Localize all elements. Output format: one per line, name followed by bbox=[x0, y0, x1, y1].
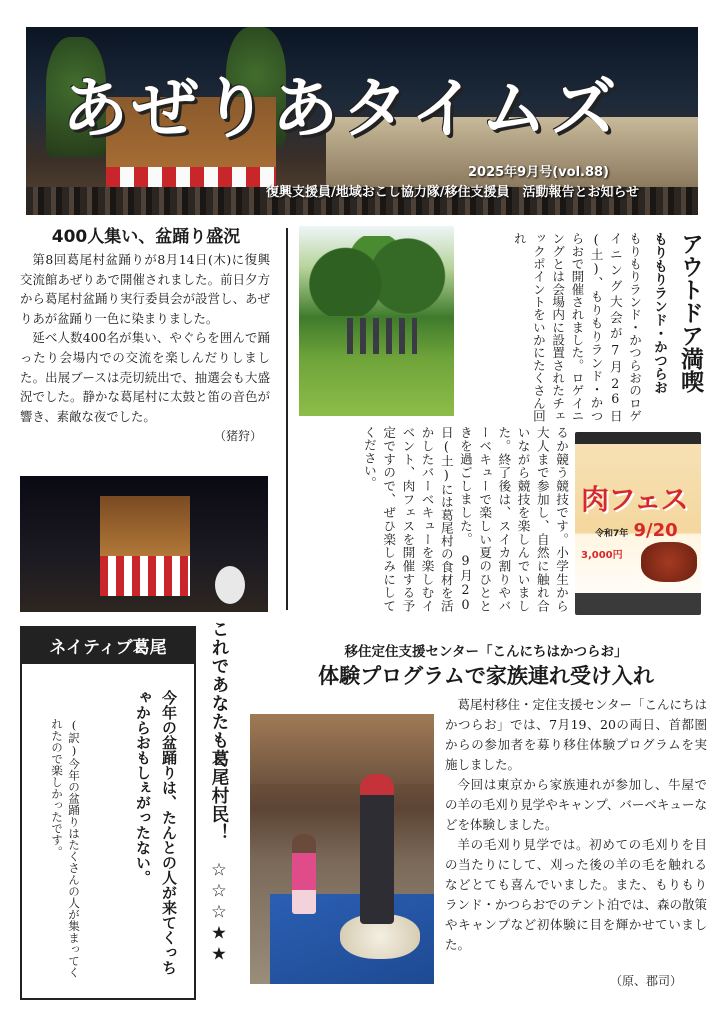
article2-headline: アウトドア満喫 bbox=[677, 232, 703, 393]
article3-paragraph: 羊の毛刈り見学では。初めての毛刈りを目の当たりにして、刈った後の羊の毛を触れるなどとても喜んでいました。また、もりもりランド・かつらおでのテント泊では、森の散策やキャンプなど初体験に目を輝かせていました。 bbox=[445, 837, 707, 952]
article1-body bbox=[20, 250, 270, 426]
newsletter-title: あぜりあタイムズ bbox=[62, 70, 621, 147]
flyer-year: 令和7年 bbox=[595, 529, 629, 539]
dialect-phrase: 今年の盆踊りは、たんとの人が来てくっちゃからおもしぇがったない。 bbox=[134, 690, 178, 975]
article1-signature: （猪狩） bbox=[214, 429, 263, 443]
rogaining-photo bbox=[299, 226, 454, 416]
flyer-title: 肉フェス bbox=[581, 483, 688, 516]
article1-paragraph: 第8回葛尾村盆踊りが8月14日(木)に復興交流館あぜりあで開催されました。前日夕方から葛尾村盆踊り実行委員会が設営し、あぜりあが盆踊り一色に染まりました。 bbox=[20, 252, 270, 326]
article3-paragraph: 今回は東京から家族連れが参加し、牛屋での羊の毛刈り見学やキャンプ、バーベキューなどを体験しました。 bbox=[445, 777, 707, 832]
newsletter-subtitle: 復興支援員/地域おこし協力隊/移住支援員 活動報告とお知らせ bbox=[266, 185, 640, 200]
article3-paragraph: 葛尾村移住・定住支援センター「こんにちはかつらお」では、7月19、20の両日、首都圏からの参加者を募り移住体験プログラムを実施しました。 bbox=[445, 697, 708, 772]
native-katsurao-tab: ネイティブ葛尾 bbox=[20, 626, 196, 664]
dialect-translation: (訳)今年の盆踊りはたくさんの人が集まってくれたので楽しかったです。 bbox=[50, 718, 81, 978]
article2-body-top: もりもりランド・かつらおのロゲイニング大会が7月26日(土)、もりもりランド・かつらおで開催されました。ロゲイニングとは会場内に設置されたチェックポイントをいかにたくさん回れ bbox=[511, 232, 642, 422]
article2-body-bottom: るか競う競技です。小学生から大人まで参加し、自然に触れ合いながら競技を楽しんでいました。終了後は、スイカ割りやバーベキューで楽しい夏のひとときを過ごしました。 9月20日(土)には葛尾村の食材を活かしたバーベキューを楽しむイベント、肉フェスを開催する予定ですので、ぜひ楽しみにしてください。 bbox=[361, 426, 569, 612]
article3-subheading: 移住定住支援センター「こんにちはかつらお」 bbox=[344, 644, 628, 660]
article1-headline: 400人集い、盆踊り盛況 bbox=[51, 227, 241, 247]
article3-signature: （原、郡司） bbox=[610, 974, 683, 988]
article3-headline: 体験プログラムで家族連れ受け入れ bbox=[318, 664, 654, 688]
issue-number: 2025年9月号(vol.88) bbox=[468, 165, 610, 180]
meat-illustration bbox=[641, 542, 697, 582]
column-divider bbox=[286, 228, 288, 610]
sheep-shearing-photo bbox=[250, 714, 434, 984]
citizen-slogan: これであなたも葛尾村民！ ☆☆☆★★ bbox=[209, 620, 229, 966]
article1-paragraph: 延べ人数400名が集い、やぐらを囲んで踊ったり会場内での交流を楽しんだりしました。出展ブースは売切続出で、抽選会も大盛況でした。静かな葛尾村に太鼓と笛の音色が響き、素敵な夜でした。 bbox=[20, 330, 270, 424]
bon-dance-night-photo bbox=[20, 476, 268, 612]
article2-subheading: もりもりランド・かつらお bbox=[651, 232, 667, 394]
flyer-date: 9/20 bbox=[633, 520, 678, 541]
article3-body bbox=[445, 695, 707, 955]
niku-fes-flyer bbox=[575, 432, 701, 615]
flyer-price: 3,000円 bbox=[581, 550, 623, 561]
